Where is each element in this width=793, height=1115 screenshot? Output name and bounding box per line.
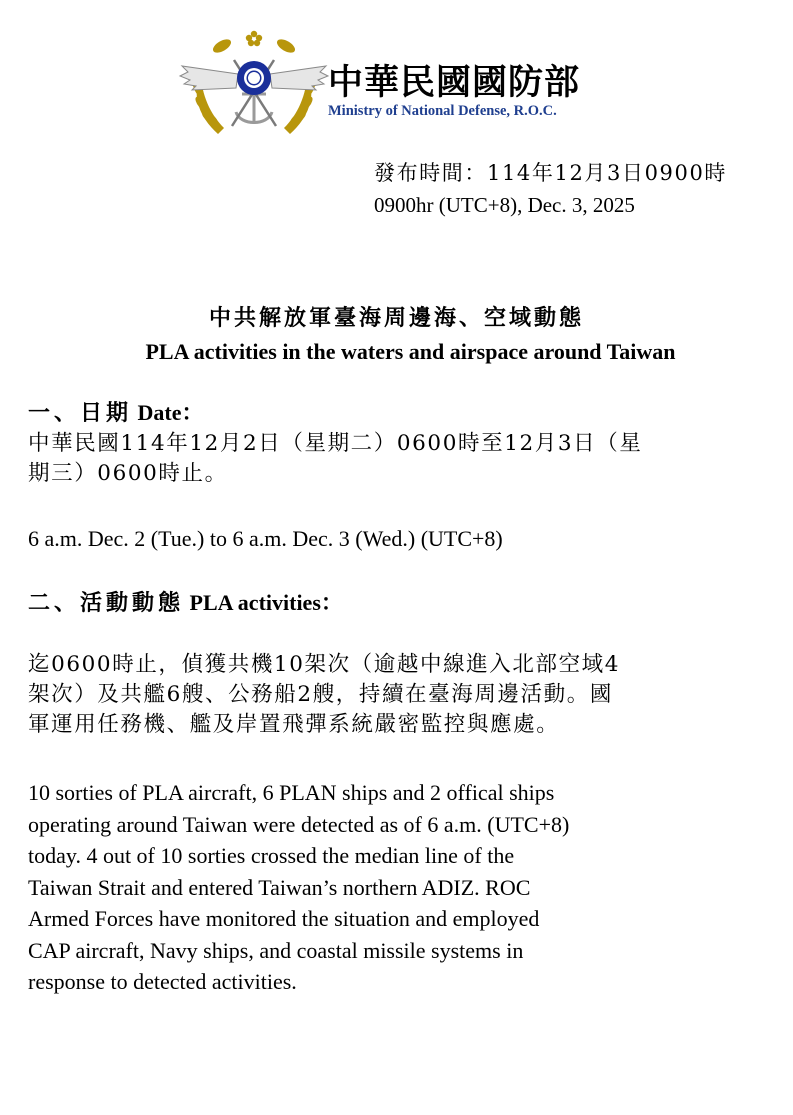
org-name-en: Ministry of National Defense, R.O.C. bbox=[328, 103, 557, 119]
document-title bbox=[0, 302, 793, 368]
release-time-en: 0900hr (UTC+8), Dec. 3, 2025 bbox=[374, 193, 635, 217]
org-name-zh: 中華民國國防部 bbox=[328, 63, 581, 103]
section-date-heading-zh: 一、日期 bbox=[28, 401, 133, 426]
date-text-zh bbox=[28, 429, 768, 489]
activities-line-en-1: 10 sorties of PLA aircraft, 6 PLAN ships and 2 offical ships bbox=[28, 780, 555, 805]
activities-line-en-3: today. 4 out of 10 sorties crossed the median line of the bbox=[28, 843, 515, 868]
release-time bbox=[374, 157, 727, 221]
section-activities-heading-en: PLA activities： bbox=[189, 590, 343, 615]
title-en: PLA activities in the waters and airspace around Taiwan bbox=[145, 339, 676, 364]
activities-line-zh-3: 軍運用任務機、艦及岸置飛彈系統嚴密監控與應處。 bbox=[28, 712, 560, 737]
activities-line-zh-1: 迄0600時止，偵獲共機10架次（逾越中線進入北部空域4 bbox=[28, 652, 621, 677]
section-date-heading-en: Date： bbox=[137, 400, 204, 425]
activities-line-zh-2: 架次）及共艦6艘、公務船2艘，持續在臺海周邊活動。國 bbox=[28, 682, 613, 707]
title-zh: 中共解放軍臺海周邊海、空域動態 bbox=[208, 306, 584, 331]
section-date-heading bbox=[28, 396, 768, 431]
section-activities-heading bbox=[28, 586, 768, 621]
activities-line-en-5: Armed Forces have monitored the situation and employed bbox=[28, 906, 540, 931]
section-date bbox=[28, 396, 768, 489]
activities-line-en-7: response to detected activities. bbox=[28, 969, 297, 994]
ministry-emblem-logo bbox=[178, 26, 330, 138]
release-time-zh: 發布時間：114年12月3日0900時 bbox=[374, 161, 728, 185]
date-line-zh-2: 期三）0600時止。 bbox=[28, 461, 228, 486]
date-line-zh-1: 中華民國114年12月2日（星期二）0600時至12月3日（星 bbox=[28, 431, 643, 456]
activities-line-en-6: CAP aircraft, Navy ships, and coastal missile systems in bbox=[28, 937, 524, 963]
activities-text-zh bbox=[28, 650, 768, 740]
date-text-en: 6 a.m. Dec. 2 (Tue.) to 6 a.m. Dec. 3 (Wed.) (UTC+8) bbox=[28, 526, 503, 551]
activities-line-en-2: operating around Taiwan were detected as of 6 a.m. (UTC+8) bbox=[28, 811, 570, 837]
section-activities-heading-zh: 二、活動動態 bbox=[28, 591, 185, 616]
activities-line-en-4: Taiwan Strait and entered Taiwan’s northern ADIZ. ROC bbox=[28, 874, 531, 900]
activities-text-en bbox=[28, 777, 750, 998]
